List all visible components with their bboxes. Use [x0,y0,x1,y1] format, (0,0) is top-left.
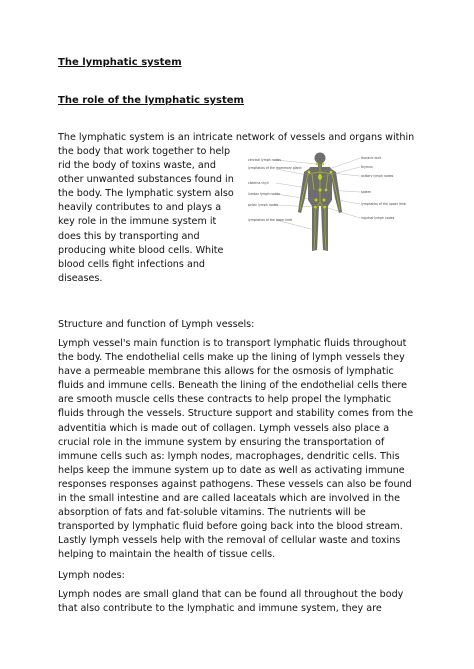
label-upper-limb-lymphatics: lymphatics of the upper limb [361,202,406,206]
intro-first-line: The lymphatic system is an intricate network of vessels and organs within [58,132,415,143]
label-inguinal-nodes: inguinal lymph nodes [361,216,395,220]
lymphatic-system-diagram [248,150,406,257]
label-cisterna-chyli: cisterna chyli [248,181,269,185]
label-cervical-nodes: cervical lymph nodes [248,158,281,162]
intro-paragraph: the body that work together to help rid the body of toxins waste, and other unwanted substances found in the body. The lymphatic system also heavily contributes to and plays a key role in the immune system it does this by transporting and producing white blood cells. White blood cells fight infections and diseases. [58,146,234,284]
label-spleen: spleen [361,190,372,194]
document-title: The lymphatic system [58,57,182,68]
section-heading-nodes: Lymph nodes: [58,570,125,581]
section-body-nodes: Lymph nodes are small gland that can be found all throughout the body that also contribute to the lymphatic and immune system, they are [58,589,404,615]
label-thymus: thymus [361,165,373,169]
label-lower-limb-lymphatics: lymphatics of the lower limb [248,218,293,222]
label-lumbar-nodes: lumbar lymph nodes [248,192,280,196]
label-pelvic-nodes: pelvic lymph nodes [248,203,279,207]
label-thoracic-duct: thoracic duct [361,156,382,160]
label-axillary-nodes: axillary lymph nodes [361,174,394,178]
section-title-role: The role of the lymphatic system [58,95,244,106]
section-heading-vessels: Structure and function of Lymph vessels: [58,319,255,330]
section-body-vessels: Lymph vessel's main function is to transport lymphatic fluids throughout the body. The endothelial cells make up the lining of lymph vessels they have a permeable membrane this allows for the osmosis of lymphatic fluids and immune cells. Beneath the lining of the endothelial cells there are smooth muscle cells these contracts to help propel the lymphatic fluids through the vessels. Structure support and stability comes from the adventitia which is made out of collagen. Lymph vessels also place a crucial role in the immune system by ensuring the transportation of immune cells such as: lymph nodes, macrophages, dendritic cells. This helps keep the immune system up to date as well as activating immune responses responses against pathogens. These vessels can also be found in the small intestine and are called laceatals which are involved in the absorption of fats and fat-soluble vitamins. The nutrients will be transported by lymphatic fluid before going back into the blood stream. Lastly lymph vessels help with the removal of cellular waste and toxins helping to maintain the health of tissue cells. [58,338,414,561]
label-mammary-lymphatics: lymphatics of the mammary gland [248,166,302,170]
